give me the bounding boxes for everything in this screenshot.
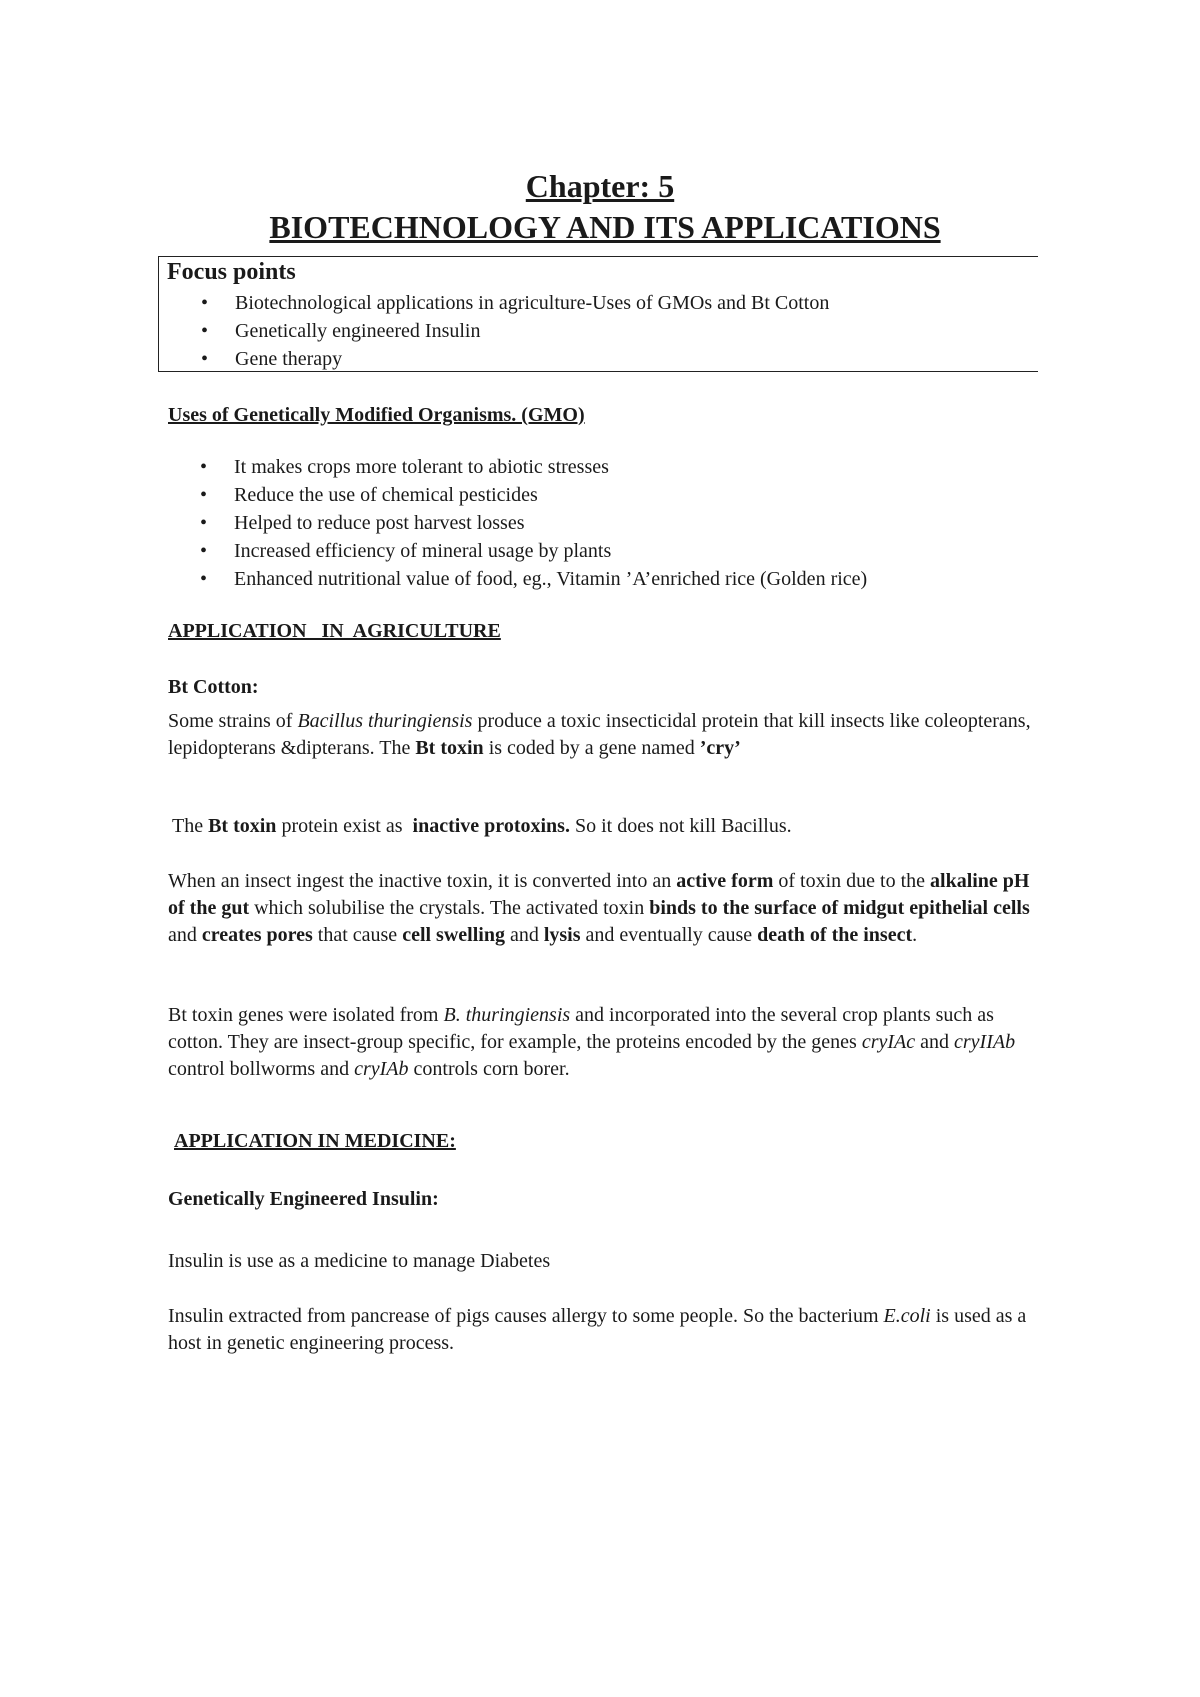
list-item: • Gene therapy: [189, 345, 829, 373]
focus-points-heading: Focus points: [167, 259, 296, 285]
bt-cotton-paragraph-4: Bt toxin genes were isolated from B. thuringiensis and incorporated into the several crop plants such as cotton. They are insect-group specific, for example, the proteins encoded by the genes cryIAc and cryIIAb control bollworms and cryIAb controls corn borer.: [168, 1004, 1016, 1080]
list-item: • Genetically engineered Insulin: [189, 317, 829, 345]
agriculture-heading: APPLICATION IN AGRICULTURE: [168, 620, 501, 642]
list-item: • Reduce the use of chemical pesticides: [188, 481, 867, 509]
list-item: • Biotechnological applications in agriculture-Uses of GMOs and Bt Cotton: [189, 289, 829, 317]
gmo-list: [188, 453, 867, 593]
list-item: • Enhanced nutritional value of food, eg., Vitamin ’A’enriched rice (Golden rice): [188, 565, 867, 593]
chapter-title: BIOTECHNOLOGY AND ITS APPLICATIONS: [269, 209, 941, 245]
medicine-heading: APPLICATION IN MEDICINE:: [174, 1130, 456, 1152]
list-item: • Increased efficiency of mineral usage by plants: [188, 537, 867, 565]
list-item: • Helped to reduce post harvest losses: [188, 509, 867, 537]
list-item: • It makes crops more tolerant to abiotic stresses: [188, 453, 867, 481]
insulin-paragraph-2: Insulin extracted from pancrease of pigs causes allergy to some people. So the bacterium E.coli is used as a host in genetic engineering process.: [168, 1305, 1027, 1354]
insulin-heading: Genetically Engineered Insulin:: [168, 1188, 439, 1210]
bt-cotton-paragraph-3: When an insect ingest the inactive toxin, it is converted into an active form of toxin due to the alkaline pH of the gut which solubilise the crystals. The activated toxin binds to the surface of midgut epithelial cells and creates pores that cause cell swelling and lysis and eventually cause death of the insect.: [168, 870, 1030, 946]
focus-points-box: [158, 256, 1038, 372]
title-block: [0, 166, 1200, 248]
bt-cotton-paragraph-2: The Bt toxin protein exist as inactive protoxins. So it does not kill Bacillus.: [172, 815, 792, 837]
chapter-number: Chapter: 5: [525, 168, 675, 204]
focus-points-list: [189, 289, 829, 373]
insulin-paragraph-1: Insulin is use as a medicine to manage Diabetes: [168, 1250, 551, 1272]
bt-cotton-heading: Bt Cotton:: [168, 676, 259, 698]
bt-cotton-paragraph-1: Some strains of Bacillus thuringiensis produce a toxic insecticidal protein that kill insects like coleopterans, lepidopterans &dipterans. The Bt toxin is coded by a gene named ’cry’: [168, 710, 1031, 759]
gmo-heading: Uses of Genetically Modified Organisms. (GMO): [168, 404, 585, 426]
